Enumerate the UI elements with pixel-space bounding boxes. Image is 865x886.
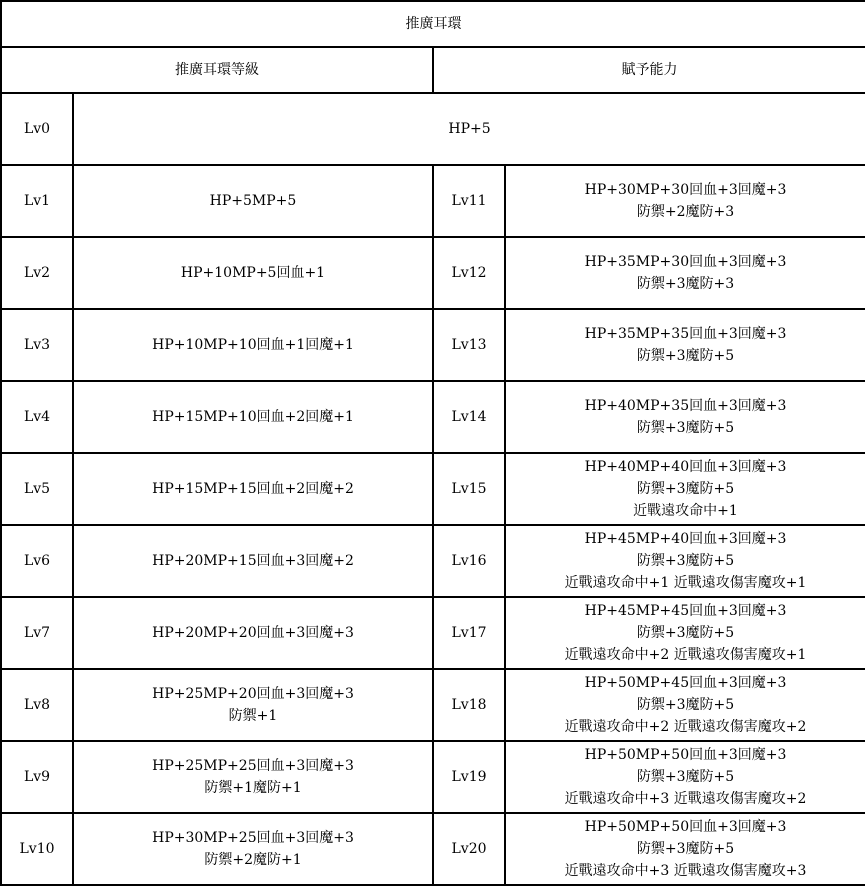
ability-cell [505, 741, 865, 813]
ability-line: HP+5 [448, 121, 491, 137]
ability-line: 防禦+3魔防+5 [636, 420, 735, 436]
ability-cell [73, 381, 433, 453]
ability-line: 近戰遠攻命中+2 近戰遠攻傷害魔攻+1 [564, 647, 807, 663]
level-cell: Lv9 [1, 741, 73, 813]
level-cell: Lv18 [433, 669, 505, 741]
level-cell: Lv19 [433, 741, 505, 813]
ability-line: HP+15MP+10回血+2回魔+1 [152, 409, 354, 425]
ability-line: 防禦+3魔防+5 [636, 841, 735, 857]
table-row [1, 237, 865, 309]
level-cell: Lv2 [1, 237, 73, 309]
level-cell: Lv1 [1, 165, 73, 237]
ability-cell [505, 453, 865, 525]
level-cell: Lv7 [1, 597, 73, 669]
ability-cell [73, 237, 433, 309]
header-row [1, 47, 865, 93]
ability-line: 防禦+3魔防+5 [636, 697, 735, 713]
ability-line: HP+45MP+40回血+3回魔+3 [584, 531, 787, 547]
level-cell: Lv14 [433, 381, 505, 453]
ability-line: 防禦+2魔防+3 [636, 204, 735, 220]
ability-line: HP+30MP+30回血+3回魔+3 [584, 182, 787, 198]
ability-line: HP+50MP+50回血+3回魔+3 [584, 819, 787, 835]
ability-line: HP+40MP+35回血+3回魔+3 [584, 398, 787, 414]
ability-cell [505, 525, 865, 597]
ability-cell [73, 525, 433, 597]
ability-line: 防禦+3魔防+5 [636, 553, 735, 569]
table-row-lv0 [1, 93, 865, 165]
table-row [1, 453, 865, 525]
level-cell: Lv11 [433, 165, 505, 237]
level-cell: Lv20 [433, 813, 505, 885]
ability-cell [73, 813, 433, 885]
ability-line: HP+20MP+20回血+3回魔+3 [152, 625, 354, 641]
ability-cell [505, 669, 865, 741]
ability-column-header: 賦予能力 [433, 47, 865, 93]
ability-line: 近戰遠攻命中+3 近戰遠攻傷害魔攻+2 [564, 791, 807, 807]
ability-cell [73, 741, 433, 813]
ability-cell [505, 309, 865, 381]
table-row [1, 525, 865, 597]
ability-line: 防禦+3魔防+3 [636, 276, 735, 292]
level-cell: Lv13 [433, 309, 505, 381]
ability-cell [73, 165, 433, 237]
ability-cell [505, 237, 865, 309]
ability-line: HP+25MP+20回血+3回魔+3 [152, 686, 354, 702]
ability-line: HP+40MP+40回血+3回魔+3 [584, 459, 787, 475]
ability-cell [505, 165, 865, 237]
ability-line: HP+20MP+15回血+3回魔+2 [152, 553, 354, 569]
ability-line: HP+5MP+5 [209, 193, 297, 209]
ability-line: HP+30MP+25回血+3回魔+3 [152, 830, 354, 846]
table-row [1, 669, 865, 741]
ability-line: HP+45MP+45回血+3回魔+3 [584, 603, 787, 619]
level-cell: Lv10 [1, 813, 73, 885]
title-row [1, 1, 865, 47]
ability-line: 防禦+1魔防+1 [204, 780, 302, 796]
level-cell: Lv16 [433, 525, 505, 597]
ability-cell [505, 813, 865, 885]
level-cell: Lv17 [433, 597, 505, 669]
ability-line: HP+25MP+25回血+3回魔+3 [152, 758, 354, 774]
ability-line: HP+35MP+30回血+3回魔+3 [584, 254, 787, 270]
ability-line: 近戰遠攻命中+1 [633, 503, 738, 519]
table-row [1, 165, 865, 237]
ability-cell [73, 597, 433, 669]
level-cell: Lv6 [1, 525, 73, 597]
ability-cell [73, 93, 865, 165]
table-row [1, 741, 865, 813]
ability-cell [505, 381, 865, 453]
level-cell: Lv0 [1, 93, 73, 165]
ability-cell [505, 597, 865, 669]
level-cell: Lv15 [433, 453, 505, 525]
level-column-header: 推廣耳環等級 [1, 47, 433, 93]
table-row [1, 309, 865, 381]
ability-line: 防禦+2魔防+1 [204, 852, 302, 868]
ability-line: HP+50MP+50回血+3回魔+3 [584, 747, 787, 763]
ability-line: HP+50MP+45回血+3回魔+3 [584, 675, 787, 691]
table-row [1, 597, 865, 669]
ability-line: HP+10MP+10回血+1回魔+1 [152, 337, 354, 353]
level-cell: Lv12 [433, 237, 505, 309]
ability-line: 防禦+3魔防+5 [636, 625, 735, 641]
ability-cell [73, 453, 433, 525]
ability-line: 近戰遠攻命中+1 近戰遠攻傷害魔攻+1 [564, 575, 807, 591]
ability-line: HP+10MP+5回血+1 [180, 265, 326, 281]
level-cell: Lv4 [1, 381, 73, 453]
table-title: 推廣耳環 [1, 1, 865, 47]
level-cell: Lv3 [1, 309, 73, 381]
ability-cell [73, 669, 433, 741]
level-cell: Lv5 [1, 453, 73, 525]
ability-line: 防禦+3魔防+5 [636, 481, 735, 497]
ability-line: 防禦+3魔防+5 [636, 348, 735, 364]
ability-line: HP+35MP+35回血+3回魔+3 [584, 326, 787, 342]
ability-line: 防禦+1 [228, 708, 278, 724]
table-row [1, 813, 865, 885]
ability-cell [73, 309, 433, 381]
level-cell: Lv8 [1, 669, 73, 741]
table-row [1, 381, 865, 453]
ability-line: HP+15MP+15回血+2回魔+2 [152, 481, 354, 497]
ability-line: 防禦+3魔防+5 [636, 769, 735, 785]
ability-line: 近戰遠攻命中+2 近戰遠攻傷害魔攻+2 [564, 719, 807, 735]
ability-line: 近戰遠攻命中+3 近戰遠攻傷害魔攻+3 [564, 863, 807, 879]
